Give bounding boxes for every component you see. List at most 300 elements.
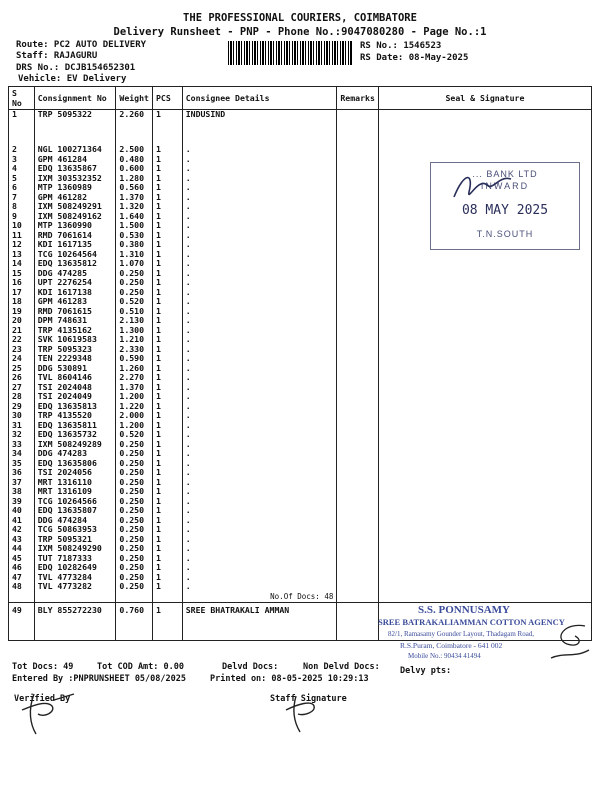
spacer-row xyxy=(9,121,592,145)
row-weight: 1.200 xyxy=(116,392,153,402)
spacer-cell xyxy=(378,121,591,145)
row-pcs: 1 xyxy=(152,174,182,184)
row-weight: 1.310 xyxy=(116,250,153,260)
row-sno: 34 xyxy=(9,449,35,459)
table-row xyxy=(9,563,592,573)
row-seal xyxy=(378,288,591,298)
row-consignee: . xyxy=(182,392,337,402)
table-row xyxy=(9,259,592,269)
row-sno: 27 xyxy=(9,383,35,393)
row-remarks xyxy=(337,535,379,545)
table-row xyxy=(9,402,592,412)
row-weight: 0.250 xyxy=(116,554,153,564)
row-consignee: INDUSIND xyxy=(182,110,337,122)
row-pcs: 1 xyxy=(152,155,182,165)
spacer-cell xyxy=(337,121,379,145)
table-row xyxy=(9,354,592,364)
row-seal xyxy=(378,259,591,269)
row-weight: 0.510 xyxy=(116,307,153,317)
row-sno: 11 xyxy=(9,231,35,241)
row-remarks xyxy=(337,440,379,450)
row-pcs: 1 xyxy=(152,259,182,269)
row-seal xyxy=(378,345,591,355)
row-consignment: TRP 4135520 xyxy=(34,411,116,421)
row-consignee: . xyxy=(182,383,337,393)
row-consignee: . xyxy=(182,440,337,450)
row-weight: 0.250 xyxy=(116,544,153,554)
row-remarks xyxy=(337,430,379,440)
row-pcs: 1 xyxy=(152,240,182,250)
empty-cell xyxy=(9,592,35,603)
row-weight: 0.760 xyxy=(116,602,153,640)
row-seal xyxy=(378,506,591,516)
row-pcs: 1 xyxy=(152,516,182,526)
spacer-cell xyxy=(116,121,153,145)
row-remarks xyxy=(337,506,379,516)
row-sno: 46 xyxy=(9,563,35,573)
row-remarks xyxy=(337,221,379,231)
row-consignment: RMD 7061614 xyxy=(34,231,116,241)
row-consignment: TSI 2024049 xyxy=(34,392,116,402)
row-sno: 28 xyxy=(9,392,35,402)
row-weight: 0.250 xyxy=(116,459,153,469)
row-sno: 48 xyxy=(9,582,35,592)
row-sno: 42 xyxy=(9,525,35,535)
row-sno: 38 xyxy=(9,487,35,497)
row-consignee: . xyxy=(182,411,337,421)
row-consignment: EDQ 13635812 xyxy=(34,259,116,269)
row-consignment: TVL 4773284 xyxy=(34,573,116,583)
row-consignment: DPM 748631 xyxy=(34,316,116,326)
row-sno: 20 xyxy=(9,316,35,326)
row-weight: 0.250 xyxy=(116,525,153,535)
row-remarks xyxy=(337,326,379,336)
row-weight: 0.250 xyxy=(116,506,153,516)
row-remarks xyxy=(337,250,379,260)
row-consignment: EDQ 13635732 xyxy=(34,430,116,440)
row-consignment: IXM 508249162 xyxy=(34,212,116,222)
rs-date: RS Date: 08-May-2025 xyxy=(360,53,469,63)
row-remarks xyxy=(337,155,379,165)
row-remarks xyxy=(337,288,379,298)
table-row xyxy=(9,506,592,516)
row-remarks xyxy=(337,449,379,459)
row-sno: 13 xyxy=(9,250,35,260)
row-seal xyxy=(378,364,591,374)
row-consignee: . xyxy=(182,544,337,554)
row-consignment: EDQ 13635807 xyxy=(34,506,116,516)
row-sno: 5 xyxy=(9,174,35,184)
agency-address-1: 82/1, Ramasamy Gounder Layout, Thadagam Road, xyxy=(388,630,535,638)
row-consignee: . xyxy=(182,535,337,545)
spacer-cell xyxy=(152,121,182,145)
col-weight: Weight xyxy=(116,87,153,110)
row-consignment: DDG 474285 xyxy=(34,269,116,279)
row-consignment: KDI 1617135 xyxy=(34,240,116,250)
empty-cell xyxy=(337,592,379,603)
row-sno: 47 xyxy=(9,573,35,583)
row-consignee: . xyxy=(182,183,337,193)
row-remarks xyxy=(337,373,379,383)
row-consignment: IXM 303532352 xyxy=(34,174,116,184)
row-weight: 1.280 xyxy=(116,174,153,184)
delvd-docs: Delvd Docs: xyxy=(222,662,279,672)
row-consignee: . xyxy=(182,316,337,326)
row-sno: 43 xyxy=(9,535,35,545)
row-weight: 0.560 xyxy=(116,183,153,193)
row-remarks xyxy=(337,392,379,402)
row-remarks xyxy=(337,516,379,526)
row-pcs: 1 xyxy=(152,193,182,203)
col-consignee: Consignee Details xyxy=(182,87,337,110)
agency-owner: S.S. PONNUSAMY xyxy=(418,604,510,616)
row-pcs: 1 xyxy=(152,544,182,554)
row-sno: 40 xyxy=(9,506,35,516)
row-seal xyxy=(378,383,591,393)
row-seal xyxy=(378,573,591,583)
row-pcs: 1 xyxy=(152,288,182,298)
table-row xyxy=(9,544,592,554)
row-consignment: TCG 10264564 xyxy=(34,250,116,260)
row-consignment: TRP 5095321 xyxy=(34,535,116,545)
table-row xyxy=(9,307,592,317)
table-row xyxy=(9,573,592,583)
row-remarks xyxy=(337,383,379,393)
receipt-stamp xyxy=(430,162,580,250)
row-weight: 0.250 xyxy=(116,288,153,298)
spacer-cell xyxy=(9,121,35,145)
row-seal xyxy=(378,373,591,383)
row-pcs: 1 xyxy=(152,430,182,440)
row-weight: 0.250 xyxy=(116,468,153,478)
no-of-docs: No.Of Docs: 48 xyxy=(182,592,337,603)
row-pcs: 1 xyxy=(152,525,182,535)
row-consignment: IXM 508249289 xyxy=(34,440,116,450)
row-sno: 18 xyxy=(9,297,35,307)
agency-address-2: R.S.Puram, Coimbatore - 641 002 xyxy=(400,641,503,650)
row-consignee: . xyxy=(182,573,337,583)
row-pcs: 1 xyxy=(152,364,182,374)
row-consignee: . xyxy=(182,582,337,592)
row-pcs: 1 xyxy=(152,316,182,326)
row-pcs: 1 xyxy=(152,164,182,174)
row-consignee: . xyxy=(182,164,337,174)
row-sno: 15 xyxy=(9,269,35,279)
row-sno: 44 xyxy=(9,544,35,554)
row-consignee: . xyxy=(182,231,337,241)
row-pcs: 1 xyxy=(152,582,182,592)
row-weight: 1.500 xyxy=(116,221,153,231)
barcode xyxy=(228,41,352,65)
row-pcs: 1 xyxy=(152,307,182,317)
table-row xyxy=(9,478,592,488)
row-pcs: 1 xyxy=(152,402,182,412)
row-weight: 0.250 xyxy=(116,449,153,459)
row-sno: 12 xyxy=(9,240,35,250)
row-pcs: 1 xyxy=(152,231,182,241)
row-sno: 31 xyxy=(9,421,35,431)
row-sno: 16 xyxy=(9,278,35,288)
delvy-pts: Delvy pts: xyxy=(400,666,452,676)
row-consignment: TUT 7187333 xyxy=(34,554,116,564)
row-weight: 0.250 xyxy=(116,535,153,545)
row-remarks xyxy=(337,110,379,122)
row-sno: 26 xyxy=(9,373,35,383)
row-consignment: TRP 5095323 xyxy=(34,345,116,355)
row-weight: 0.250 xyxy=(116,478,153,488)
row-sno: 29 xyxy=(9,402,35,412)
company-title: THE PROFESSIONAL COURIERS, COIMBATORE xyxy=(183,12,417,24)
table-row xyxy=(9,383,592,393)
stamp-region: T.N.SOUTH xyxy=(476,229,534,239)
row-consignment: MTP 1360990 xyxy=(34,221,116,231)
row-seal xyxy=(378,145,591,155)
row-sno: 45 xyxy=(9,554,35,564)
row-consignee: . xyxy=(182,202,337,212)
agency-mobile: Mobile No.: 90434 41494 xyxy=(408,652,481,660)
col-seal-signature: Seal & Signature xyxy=(378,87,591,110)
row-remarks xyxy=(337,497,379,507)
row-consignee: . xyxy=(182,497,337,507)
row-sno: 8 xyxy=(9,202,35,212)
row-pcs: 1 xyxy=(152,563,182,573)
row-consignment: KDI 1617138 xyxy=(34,288,116,298)
row-pcs: 1 xyxy=(152,459,182,469)
row-sno: 35 xyxy=(9,459,35,469)
row-pcs: 1 xyxy=(152,373,182,383)
table-row xyxy=(9,525,592,535)
row-sno: 25 xyxy=(9,364,35,374)
row-weight: 0.250 xyxy=(116,487,153,497)
row-remarks xyxy=(337,402,379,412)
route-label: Route: PC2 AUTO DELIVERY xyxy=(16,40,147,50)
row-pcs: 1 xyxy=(152,345,182,355)
row-sno: 49 xyxy=(9,602,35,640)
row-consignee: . xyxy=(182,240,337,250)
row-consignment: MTP 1360989 xyxy=(34,183,116,193)
row-pcs: 1 xyxy=(152,478,182,488)
row-sno: 23 xyxy=(9,345,35,355)
row-consignment: EDQ 13635806 xyxy=(34,459,116,469)
row-seal xyxy=(378,402,591,412)
row-sno: 32 xyxy=(9,430,35,440)
row-pcs: 1 xyxy=(152,183,182,193)
col-pcs: PCS xyxy=(152,87,182,110)
row-sno: 33 xyxy=(9,440,35,450)
row-remarks xyxy=(337,478,379,488)
row-weight: 1.370 xyxy=(116,383,153,393)
row-sno: 22 xyxy=(9,335,35,345)
row-weight: 0.250 xyxy=(116,573,153,583)
row-weight: 0.250 xyxy=(116,563,153,573)
row-seal xyxy=(378,535,591,545)
row-consignee: . xyxy=(182,364,337,374)
row-pcs: 1 xyxy=(152,440,182,450)
row-consignee: . xyxy=(182,402,337,412)
table-row xyxy=(9,288,592,298)
row-sno: 4 xyxy=(9,164,35,174)
row-pcs: 1 xyxy=(152,326,182,336)
table-row xyxy=(9,440,592,450)
row-weight: 0.250 xyxy=(116,516,153,526)
row-weight: 1.070 xyxy=(116,259,153,269)
row-seal xyxy=(378,440,591,450)
row-sno: 39 xyxy=(9,497,35,507)
stamp-inward-text: INWARD xyxy=(480,181,530,191)
row-pcs: 1 xyxy=(152,392,182,402)
table-row xyxy=(9,345,592,355)
empty-cell xyxy=(152,592,182,603)
row-consignment: DDG 474283 xyxy=(34,449,116,459)
row-sno: 3 xyxy=(9,155,35,165)
row-remarks xyxy=(337,145,379,155)
row-weight: 0.520 xyxy=(116,430,153,440)
row-weight: 0.480 xyxy=(116,155,153,165)
row-consignment: GPM 461283 xyxy=(34,297,116,307)
row-consignee: . xyxy=(182,297,337,307)
row-weight: 1.300 xyxy=(116,326,153,336)
row-consignment: GPM 461282 xyxy=(34,193,116,203)
row-consignee: . xyxy=(182,421,337,431)
row-remarks xyxy=(337,563,379,573)
row-remarks xyxy=(337,202,379,212)
row-remarks xyxy=(337,554,379,564)
row-seal xyxy=(378,110,591,122)
row-seal xyxy=(378,392,591,402)
row-seal xyxy=(378,316,591,326)
row-consignee: . xyxy=(182,212,337,222)
row-consignment: IXM 508249291 xyxy=(34,202,116,212)
row-remarks xyxy=(337,411,379,421)
row-pcs: 1 xyxy=(152,383,182,393)
row-sno: 17 xyxy=(9,288,35,298)
row-pcs: 1 xyxy=(152,221,182,231)
row-pcs: 1 xyxy=(152,535,182,545)
row-remarks xyxy=(337,193,379,203)
row-consignment: SVK 10619583 xyxy=(34,335,116,345)
stamp-bank-text: ... BANK LTD xyxy=(472,169,538,179)
row-seal xyxy=(378,421,591,431)
row-pcs: 1 xyxy=(152,554,182,564)
row-weight: 2.130 xyxy=(116,316,153,326)
row-consignment: EDQ 13635811 xyxy=(34,421,116,431)
row-remarks xyxy=(337,421,379,431)
row-seal xyxy=(378,335,591,345)
row-seal xyxy=(378,278,591,288)
drs-number: DRS No.: DCJB154652301 xyxy=(16,63,136,73)
row-seal xyxy=(378,297,591,307)
row-weight: 1.220 xyxy=(116,402,153,412)
row-remarks xyxy=(337,297,379,307)
row-pcs: 1 xyxy=(152,250,182,260)
row-sno: 1 xyxy=(9,110,35,122)
row-seal xyxy=(378,430,591,440)
row-remarks xyxy=(337,278,379,288)
table-row xyxy=(9,335,592,345)
row-seal xyxy=(378,554,591,564)
row-consignee: . xyxy=(182,155,337,165)
row-pcs: 1 xyxy=(152,202,182,212)
agency-name: SREE BATRAKALIAMMAN COTTON AGENCY xyxy=(378,617,565,627)
row-consignee: . xyxy=(182,335,337,345)
row-weight: 1.200 xyxy=(116,421,153,431)
stamp-signature-scribble xyxy=(449,167,519,207)
row-consignment: UPT 2276254 xyxy=(34,278,116,288)
row-consignment: TCG 10264566 xyxy=(34,497,116,507)
row-weight: 0.530 xyxy=(116,231,153,241)
row-consignee: . xyxy=(182,250,337,260)
printed-on: Printed on: 08-05-2025 10:29:13 xyxy=(210,674,369,684)
row-consignee: SREE BHATRAKALI AMMAN xyxy=(182,602,337,640)
row-consignee: . xyxy=(182,478,337,488)
row-pcs: 1 xyxy=(152,468,182,478)
row-sno: 41 xyxy=(9,516,35,526)
row-remarks xyxy=(337,487,379,497)
row-seal xyxy=(378,459,591,469)
row-sno: 10 xyxy=(9,221,35,231)
row-remarks xyxy=(337,459,379,469)
row-weight: 1.210 xyxy=(116,335,153,345)
row-consignee: . xyxy=(182,259,337,269)
row-remarks xyxy=(337,316,379,326)
row-seal xyxy=(378,563,591,573)
staff-signature xyxy=(282,692,332,736)
row-weight: 0.250 xyxy=(116,440,153,450)
row-pcs: 1 xyxy=(152,110,182,122)
row-weight: 1.640 xyxy=(116,212,153,222)
rs-number: RS No.: 1546523 xyxy=(360,41,442,51)
row-seal xyxy=(378,468,591,478)
table-row xyxy=(9,316,592,326)
row-consignee: . xyxy=(182,449,337,459)
row-remarks xyxy=(337,582,379,592)
table-row xyxy=(9,278,592,288)
row-seal xyxy=(378,525,591,535)
row-consignee: . xyxy=(182,278,337,288)
row-seal xyxy=(378,326,591,336)
table-row xyxy=(9,269,592,279)
row-weight: 0.380 xyxy=(116,240,153,250)
row-pcs: 1 xyxy=(152,269,182,279)
row-sno: 36 xyxy=(9,468,35,478)
row-consignee: . xyxy=(182,288,337,298)
row-consignee: . xyxy=(182,373,337,383)
row-consignment: MRT 1316109 xyxy=(34,487,116,497)
row-seal xyxy=(378,250,591,260)
row-consignee: . xyxy=(182,459,337,469)
row-weight: 2.330 xyxy=(116,345,153,355)
table-row xyxy=(9,373,592,383)
row-weight: 1.370 xyxy=(116,193,153,203)
row-consignee: . xyxy=(182,345,337,355)
row-remarks xyxy=(337,269,379,279)
row-sno: 37 xyxy=(9,478,35,488)
empty-cell xyxy=(116,592,153,603)
row-remarks xyxy=(337,183,379,193)
table-row xyxy=(9,297,592,307)
stamp-date: 08 MAY 2025 xyxy=(461,203,549,218)
row-consignee: . xyxy=(182,269,337,279)
row-remarks xyxy=(337,573,379,583)
row-seal xyxy=(378,449,591,459)
row-seal xyxy=(378,582,591,592)
row-consignment: GPM 461284 xyxy=(34,155,116,165)
row-consignment: TSI 2024056 xyxy=(34,468,116,478)
row-pcs: 1 xyxy=(152,411,182,421)
non-delvd-docs: Non Delvd Docs: xyxy=(303,662,380,672)
empty-cell xyxy=(34,592,116,603)
row-sno: 30 xyxy=(9,411,35,421)
